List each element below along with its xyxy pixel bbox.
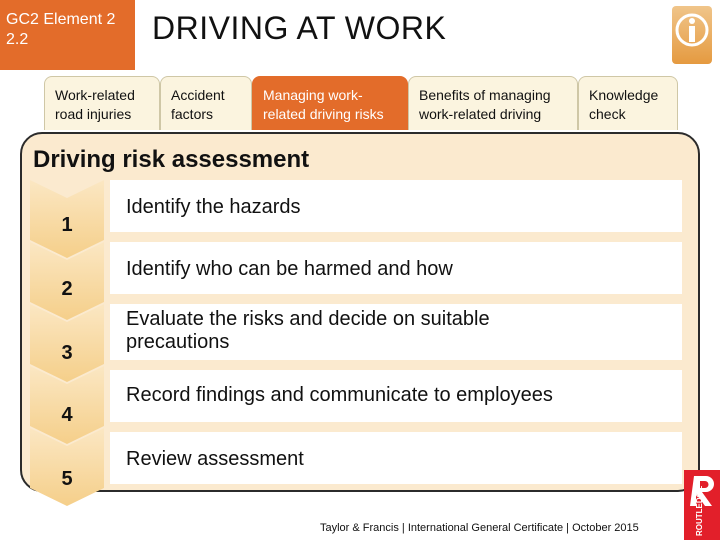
step-number: 2 xyxy=(61,278,73,300)
step-row xyxy=(110,432,682,484)
tab-label-line2: road injuries xyxy=(55,106,132,122)
step-text: Evaluate the risks and decide on suitable xyxy=(126,308,490,330)
tab-label-line2: related driving risks xyxy=(263,106,384,122)
tab-label-line1: Benefits of managing xyxy=(419,87,551,103)
step-row xyxy=(110,242,682,294)
step-number: 5 xyxy=(61,468,73,490)
tab-label-line1: Managing work- xyxy=(263,87,363,103)
tab-accident-factors[interactable] xyxy=(160,76,252,130)
tab-label-line2: factors xyxy=(171,106,214,122)
step-text: Identify who can be harmed and how xyxy=(126,258,453,280)
step-number: 3 xyxy=(61,342,73,364)
tab-knowledge-check[interactable] xyxy=(578,76,678,130)
tab-benefits-of-managing[interactable] xyxy=(408,76,578,130)
step-number: 1 xyxy=(61,214,73,236)
tab-work-related-road-injuries[interactable] xyxy=(44,76,160,130)
tab-managing-work-related-driving-risks[interactable] xyxy=(252,76,408,130)
tab-label-line1: Knowledge xyxy=(589,87,659,103)
element-badge-line1: GC2 Element 2 xyxy=(6,11,116,28)
step-row xyxy=(110,180,682,232)
page-title: DRIVING AT WORK xyxy=(152,10,447,46)
step-text: Identify the hazards xyxy=(126,196,301,218)
topic-tabs xyxy=(44,76,684,134)
tab-label-line2: check xyxy=(589,106,626,122)
step-text: Review assessment xyxy=(126,448,304,470)
publisher-wordmark: ROUTLEDGE xyxy=(695,485,704,536)
step-text-continued: precautions xyxy=(126,331,230,353)
tab-label-line1: Accident xyxy=(171,87,225,103)
step-chevrons xyxy=(30,180,110,488)
step-row xyxy=(110,304,682,360)
step-row xyxy=(110,370,682,422)
tab-label-line2: work-related driving xyxy=(419,106,542,122)
element-badge-line2: 2.2 xyxy=(6,31,29,48)
section-heading: Driving risk assessment xyxy=(33,146,310,173)
element-badge xyxy=(0,0,135,70)
tab-label-line1: Work-related xyxy=(55,87,135,103)
step-text: Record findings and communicate to employees xyxy=(126,384,553,406)
routledge-logo-icon xyxy=(684,470,720,540)
footer-text: Taylor & Francis | International General Certificate | October 2015 xyxy=(320,522,639,534)
info-logo-icon xyxy=(672,6,712,64)
step-number: 4 xyxy=(61,404,73,426)
